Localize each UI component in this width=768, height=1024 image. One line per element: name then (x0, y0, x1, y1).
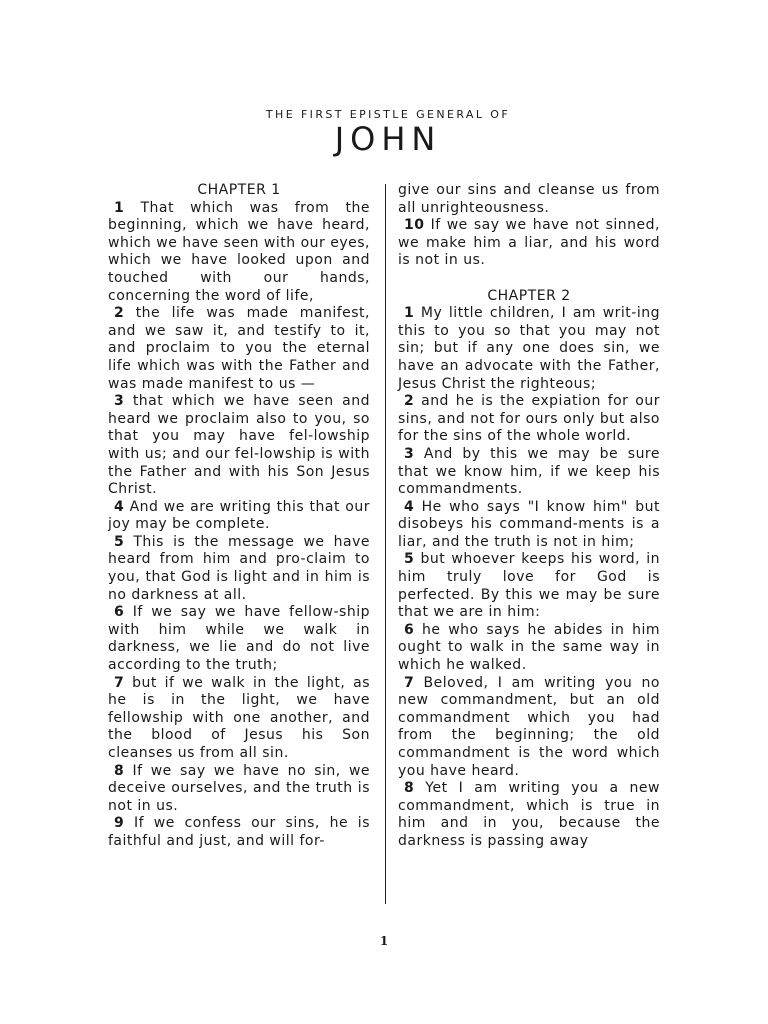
epistle-subtitle: THE FIRST EPISTLE GENERAL OF (265, 108, 511, 121)
verse-text: but whoever keeps his word, in him truly love for God is perfected. By this we may be sure that we are in him: (398, 551, 661, 621)
verse (398, 675, 660, 781)
right-column (398, 182, 660, 851)
verse (108, 305, 370, 393)
verse-text: that which we have seen and heard we proclaim also to you, so that you may have fel-lowship with us; and our fel-lowship is with the Father and with his Son Jesus Christ. (108, 393, 370, 498)
verse (108, 675, 370, 763)
chapter-heading: CHAPTER 1 (197, 182, 281, 198)
verse-text: Beloved, I am writing you no new commandment, but an old commandment which you had from the beginning; the old commandment is the word which you have heard. (398, 674, 660, 779)
verse-text: If we say we have fellow-ship with him while we walk in darkness, we lie and do not live according to the truth; (108, 604, 370, 674)
verse-number: 8 (114, 762, 125, 779)
verse-text: but if we walk in the light, as he is in the light, we have fellowship with one another, and the blood of Jesus his Son cleanses us from all sin. (108, 674, 370, 761)
verse (398, 393, 660, 446)
verse-number: 4 (404, 498, 415, 515)
verse-number: 5 (114, 533, 125, 550)
verse-number: 1 (404, 305, 415, 322)
verse-number: 7 (114, 674, 125, 691)
verse-text: If we confess our sins, he is faithful and just, and will for- (108, 815, 370, 849)
verse-text: And by this we may be sure that we know him, if we keep his commandments. (398, 445, 660, 498)
verse-number: 2 (114, 305, 125, 322)
verse-text: the life was made manifest, and we saw it, and testify to it, and proclaim to you the eternal life which was with the Father and was made manifest to us — (108, 305, 370, 392)
verse-text: And we are writing this that our joy may be complete. (108, 498, 370, 533)
verse-number: 7 (404, 674, 415, 691)
chapter-heading: CHAPTER 2 (487, 287, 571, 304)
verse-number: 2 (404, 393, 415, 410)
verse (108, 499, 370, 534)
verse-number: 9 (114, 815, 125, 832)
verse (108, 763, 370, 816)
verse (398, 217, 660, 270)
verse-number: 3 (114, 393, 125, 410)
verse (398, 305, 660, 393)
verse (398, 780, 660, 850)
verse (398, 446, 660, 499)
verse (108, 604, 370, 674)
verse-text: and he is the expiation for our sins, and not for ours only but also for the sins of the whole world. (398, 393, 660, 445)
verse-continuation: give our sins and cleanse us from all unrighteousness. (398, 182, 660, 216)
verse-number: 1 (114, 199, 125, 216)
verse (108, 200, 370, 306)
verse-text: Yet I am writing you a new commandment, which is true in him and in you, because the darkness is passing away (398, 780, 660, 849)
column-divider (385, 184, 386, 904)
book-title: JOHN (334, 120, 442, 158)
verse (398, 499, 660, 552)
verse-text: If we say we have not sinned, we make him a liar, and his word is not in us. (398, 217, 661, 269)
verse-number: 8 (404, 780, 415, 797)
verse-text: If we say we have no sin, we deceive ourselves, and the truth is not in us. (108, 762, 371, 814)
verse (398, 551, 660, 621)
left-column (108, 182, 370, 851)
verse-text: My little children, I am writ-ing this to you so that you may not sin; but if any one does sin, we have an advocate with the Father, Jesus Christ the righteous; (398, 305, 660, 392)
verse-text: he who says he abides in him ought to walk in the same way in which he walked. (398, 621, 660, 674)
page-number: 1 (379, 934, 389, 948)
verse-number: 10 (404, 217, 425, 234)
verse-number: 4 (114, 498, 125, 515)
verse (398, 622, 660, 675)
verse-text: That which was from the beginning, which we have heard, which we have seen with our eyes, which we have looked upon and touched with our hands, concerning the word of life, (108, 199, 370, 304)
verse-text: He who says "I know him" but disobeys his command-ments is a liar, and the truth is not in him; (398, 498, 660, 550)
verse-text: This is the message we have heard from him and pro-claim to you, that God is light and in him is no darkness at all. (108, 533, 370, 603)
verse (108, 815, 370, 850)
verse (108, 393, 370, 499)
verse-number: 6 (404, 621, 415, 638)
verse (108, 534, 370, 604)
verse-number: 5 (404, 551, 415, 568)
verse-number: 3 (404, 445, 415, 462)
verse-number: 6 (114, 604, 125, 621)
